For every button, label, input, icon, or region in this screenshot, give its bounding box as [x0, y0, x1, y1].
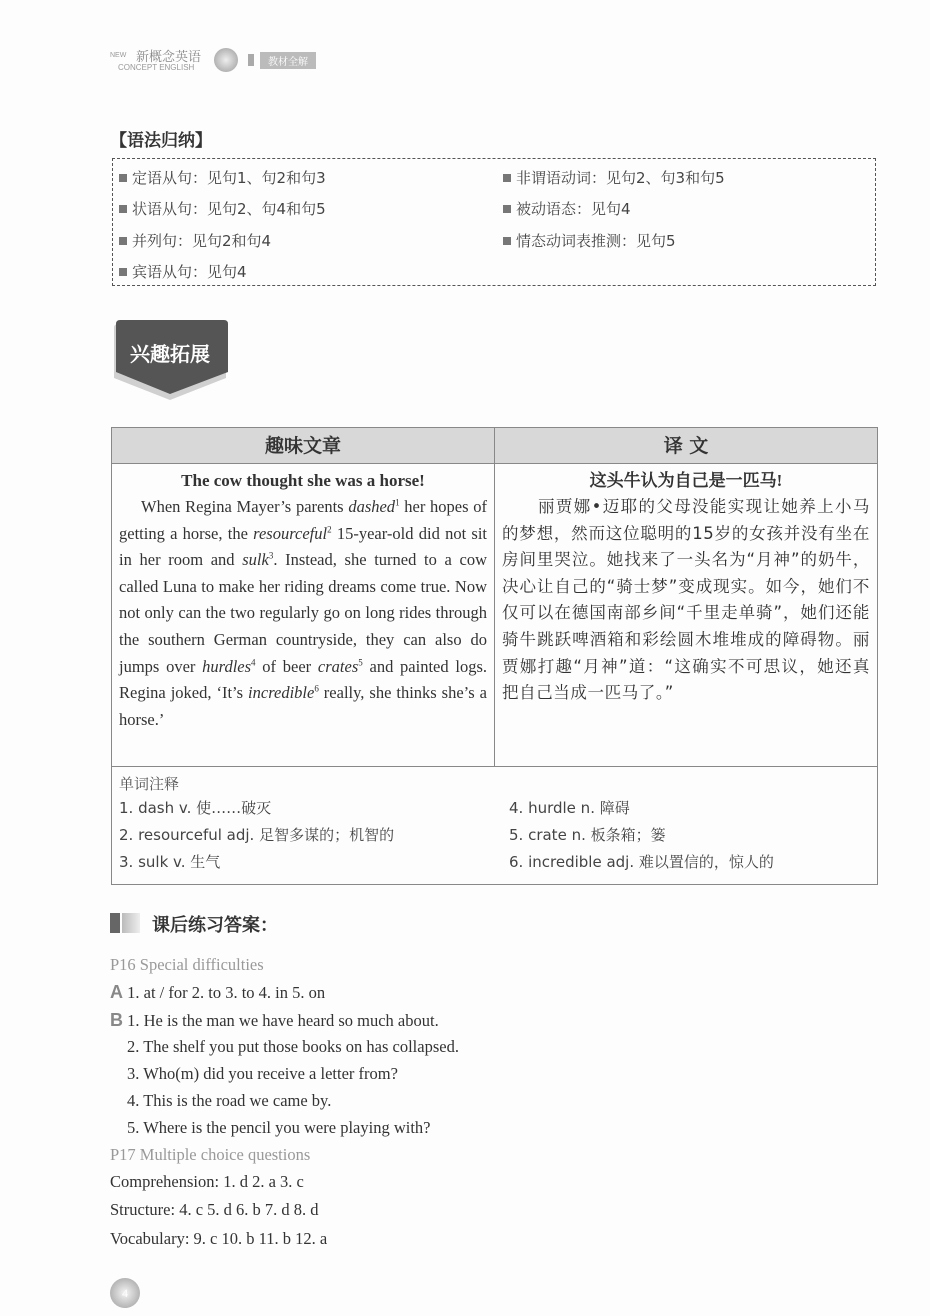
glossed-word: dashed [348, 497, 396, 516]
logo-icon [214, 48, 238, 72]
section-badge [112, 320, 228, 402]
header-series-cn: 新概念英语 [136, 50, 202, 65]
glossed-word: resourceful [253, 523, 328, 543]
grammar-item: 状语从句：见句2、句4和句5 [119, 198, 326, 219]
article-text: . Instead, she turned to a cow called Luna to make her riding dreams come true. Now not only can the two regularly go on long rides through the southern German countryside, they can also do jumps over [119, 550, 487, 676]
reading-table [111, 427, 878, 885]
article-title: The cow thought she was a horse! [181, 471, 425, 490]
answer-section-label: P17 Multiple choice questions [110, 1145, 311, 1164]
grammar-item: 非谓语动词：见句2、句3和句5 [503, 167, 725, 188]
answer-line: 2. The shelf you put those books on has collapsed. [127, 1037, 459, 1056]
vocab-note: 4. hurdle n. 障碍 [509, 799, 630, 817]
grammar-item: 被动语态：见句4 [503, 198, 631, 219]
vocab-note: 3. sulk v. 生气 [119, 853, 221, 871]
article-text: When Regina Mayer’s parents [141, 497, 349, 516]
answers-title: 课后练习答案： [152, 915, 278, 936]
answer-section-label: P16 Special difficulties [110, 955, 264, 974]
translation-body: 丽贾娜•迈耶的父母没能实现让她养上小马的梦想，然而这位聪明的15岁的女孩并没有坐在房间里哭泣。她找来了一头名为“月神”的奶牛，决心让自己的“骑士梦”变成现实。如今，她们不仅可以在德国南部乡间“千里走单骑”，她们还能骑牛跳跃啤酒箱和彩绘圆木堆堆成的障碍物。丽贾娜打趣“月神”道：“这确实不可思议，她还真把自己当成一匹马了。” [502, 497, 870, 703]
glossed-word: sulk [242, 550, 269, 570]
grammar-item: 情态动词表推测：见句5 [503, 230, 676, 251]
vocab-note: 2. resourceful adj. 足智多谋的；机智的 [119, 826, 395, 844]
badge-label: 兴趣拓展 [130, 342, 210, 366]
answer-line: 5. Where is the pencil you were playing with? [127, 1118, 431, 1137]
footnote-marker: 4 [251, 657, 256, 668]
header-bar [248, 54, 254, 66]
running-header [110, 46, 340, 76]
article-text: and painted logs. Regina joked, ‘It’s [119, 656, 487, 703]
translation-title: 这头牛认为自己是一匹马! [589, 471, 783, 490]
answer-line: Structure: 4. c 5. d 6. b 7. d 8. d [110, 1200, 319, 1219]
grammar-item: 定语从句：见句1、句2和句3 [119, 167, 326, 188]
footnote-marker: 2 [327, 524, 332, 535]
answers-heading [110, 910, 610, 940]
header-article: 趣味文章 [112, 428, 495, 464]
footnote-marker: 6 [314, 683, 319, 694]
answer-line: Comprehension: 1. d 2. a 3. c [110, 1172, 304, 1191]
grammar-box [112, 158, 876, 286]
notes-title: 单词注释 [119, 775, 180, 793]
vocab-notes [112, 767, 877, 884]
glossed-word: incredible [248, 683, 315, 703]
header-translation: 译 文 [495, 428, 877, 464]
grammar-title: 【语法归纳】 [110, 131, 212, 151]
grammar-item: 宾语从句：见句4 [119, 261, 247, 282]
grammar-item: 并列句：见句2和句4 [119, 230, 271, 251]
answer-line: 3. Who(m) did you receive a letter from? [127, 1064, 398, 1083]
answer-line: 4. This is the road we came by. [127, 1091, 332, 1110]
article-text: 15-year-old did not sit in her room and [119, 523, 487, 570]
translation-cell [495, 464, 877, 766]
page-number: 4 [110, 1278, 140, 1308]
table-header-row [112, 428, 877, 464]
header-new: NEW [110, 52, 127, 59]
article-text: her hopes of getting a horse, the [119, 497, 487, 543]
glossed-word: crates [317, 656, 359, 676]
article-text: of beer [255, 656, 318, 676]
header-series-en: CONCEPT ENGLISH [118, 63, 195, 72]
glossed-word: hurdles [202, 656, 252, 676]
footnote-marker: 1 [395, 497, 400, 508]
answer-line: Vocabulary: 9. c 10. b 11. b 12. a [110, 1229, 328, 1248]
vocab-note: 1. dash v. 使……破灭 [119, 799, 272, 817]
footnote-marker: 3 [268, 550, 274, 561]
header-tag: 教材全解 [260, 52, 316, 69]
footnote-marker: 5 [358, 657, 363, 668]
article-cell [112, 464, 495, 766]
answer-line: A 1. at / for 2. to 3. to 4. in 5. on [110, 982, 326, 1002]
article-body [119, 494, 487, 733]
table-body-row [112, 464, 877, 767]
answer-line: B 1. He is the man we have heard so much about. [110, 1010, 439, 1030]
vocab-note: 6. incredible adj. 难以置信的，惊人的 [509, 853, 774, 871]
vocab-note: 5. crate n. 板条箱；篓 [509, 826, 666, 844]
article-text: really, she thinks she’s a horse.’ [119, 683, 487, 729]
